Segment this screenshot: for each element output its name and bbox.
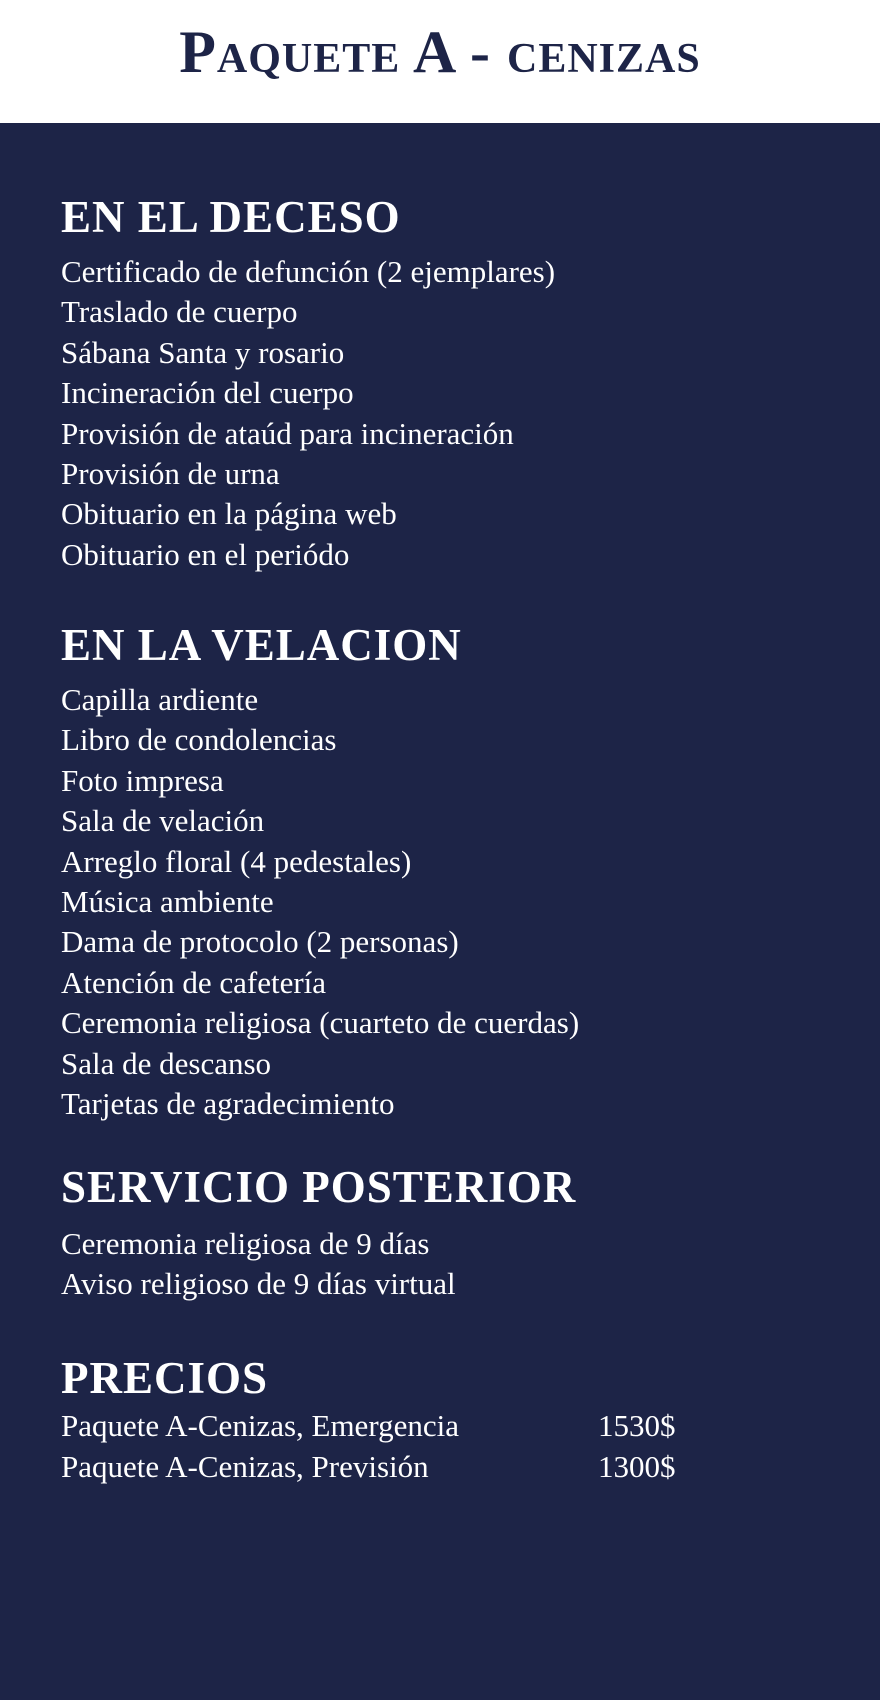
price-value: 1300$ — [598, 1449, 676, 1484]
section-en-el-deceso — [61, 190, 555, 575]
list-item: Certificado de defunción (2 ejemplares) — [61, 254, 556, 289]
list-item: Dama de protocolo (2 personas) — [61, 924, 459, 960]
list-item: Aviso religioso de 9 días virtual — [61, 1266, 456, 1302]
list-item: Arreglo floral (4 pedestales) — [61, 843, 412, 879]
list-item: Sala de velación — [61, 803, 265, 839]
price-row — [61, 1405, 676, 1446]
section-heading: EN EL DECESO — [61, 192, 401, 242]
list-item: Obituario en la página web — [61, 496, 397, 532]
list-item: Provisión de urna — [61, 456, 280, 492]
list-item: Atención de cafetería — [61, 964, 327, 1000]
service-list — [61, 680, 579, 1124]
list-item: Foto impresa — [61, 762, 224, 798]
list-item: Sábana Santa y rosario — [61, 334, 345, 370]
content-panel — [0, 123, 880, 1700]
price-name: Paquete A-Cenizas, Previsión — [61, 1449, 429, 1484]
list-item: Ceremonia religiosa de 9 días — [61, 1226, 430, 1261]
page-title: Paquete A - cenizas — [179, 19, 701, 85]
list-item: Sala de descanso — [61, 1045, 272, 1081]
section-heading: EN LA VELACION — [61, 620, 462, 670]
section-heading: PRECIOS — [61, 1353, 269, 1403]
section-precios — [61, 1351, 676, 1487]
list-item: Tarjetas de agradecimiento — [61, 1086, 395, 1122]
list-item: Capilla ardiente — [61, 682, 259, 717]
list-item: Música ambiente — [61, 884, 274, 920]
service-list — [61, 252, 555, 575]
list-item: Obituario en el periódo — [61, 536, 350, 572]
list-item: Provisión de ataúd para incineración — [61, 415, 514, 451]
section-heading: SERVICIO POSTERIOR — [61, 1162, 577, 1212]
list-item: Libro de condolencias — [61, 722, 337, 758]
header-banner — [0, 0, 880, 123]
service-list — [61, 1224, 576, 1305]
price-row — [61, 1446, 676, 1487]
list-item: Ceremonia religiosa (cuarteto de cuerdas) — [61, 1005, 580, 1041]
price-value: 1530$ — [598, 1408, 676, 1443]
section-en-la-velacion — [61, 618, 579, 1124]
section-servicio-posterior — [61, 1160, 576, 1305]
price-name: Paquete A-Cenizas, Emergencia — [61, 1408, 459, 1443]
list-item: Incineración del cuerpo — [61, 375, 354, 411]
list-item: Traslado de cuerpo — [61, 294, 298, 330]
